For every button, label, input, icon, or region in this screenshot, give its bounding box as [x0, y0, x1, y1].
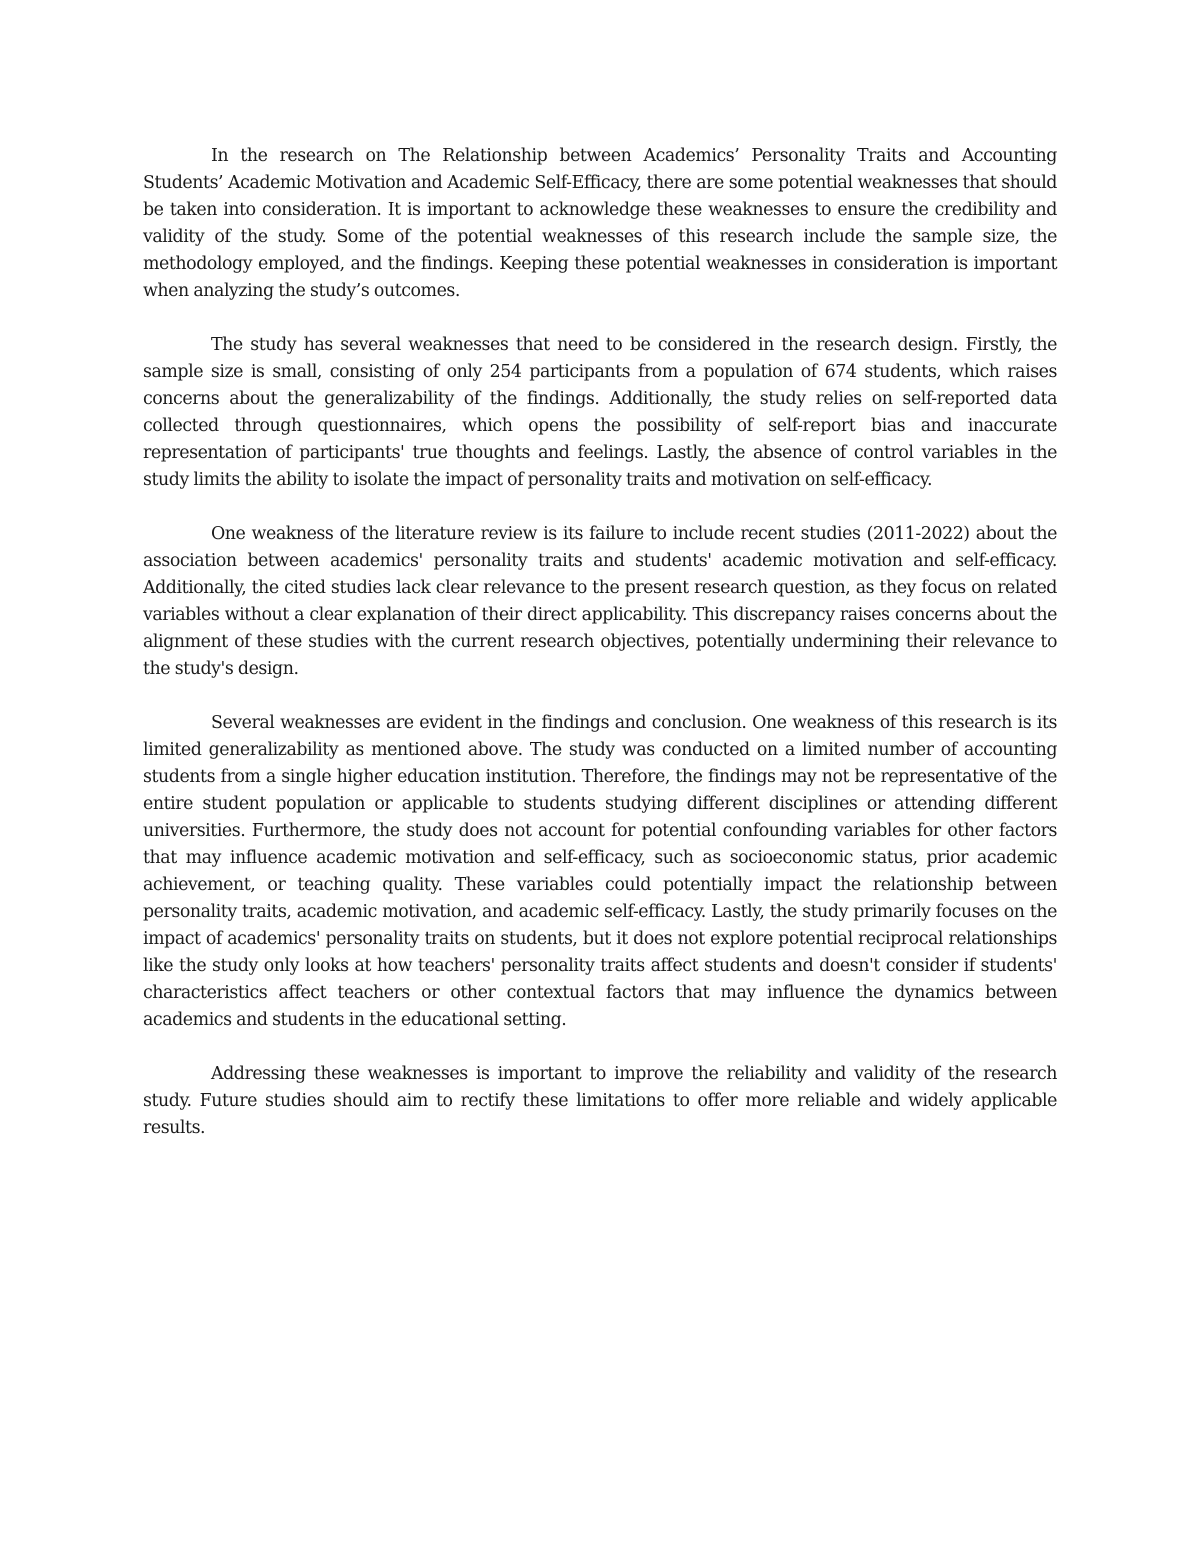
document-body	[143, 143, 1057, 1142]
paragraph-introduction: In the research on The Relationship between Academics’ Personality Traits and Accounting Students’ Academic Motivation and Academic Self-Efficacy, there are some potential weaknesses that should be taken into consideration. It is important to acknowledge these weaknesses to ensure the credibility and validity of the study. Some of the potential weaknesses of this research include the sample size, the methodology employed, and the findings. Keeping these potential weaknesses in consideration is important when analyzing the study’s outcomes.	[143, 146, 1057, 301]
paragraph-literature-review: One weakness of the literature review is its failure to include recent studies (2011-2022) about the association between academics' personality traits and students' academic motivation and self-efficacy. Additionally, the cited studies lack clear relevance to the present research question, as they focus on related variables without a clear explanation of their direct applicability. This discrepancy raises concerns about the alignment of these studies with the current research objectives, potentially undermining their relevance to the study's design.	[143, 524, 1057, 679]
paragraph-findings-conclusion: Several weaknesses are evident in the findings and conclusion. One weakness of this research is its limited generalizability as mentioned above. The study was conducted on a limited number of accounting students from a single higher education institution. Therefore, the findings may not be representative of the entire student population or applicable to students studying different disciplines or attending different universities. Furthermore, the study does not account for potential confounding variables for other factors that may influence academic motivation and self-efficacy, such as socioeconomic status, prior academic achievement, or teaching quality. These variables could potentially impact the relationship between personality traits, academic motivation, and academic self-efficacy. Lastly, the study primarily focuses on the impact of academics' personality traits on students, but it does not explore potential reciprocal relationships like the study only looks at how teachers' personality traits affect students and doesn't consider if students' characteristics affect teachers or other contextual factors that may influence the dynamics between academics and students in the educational setting.	[143, 713, 1057, 1030]
paragraph-research-design: The study has several weaknesses that need to be considered in the research design. Firstly, the sample size is small, consisting of only 254 participants from a population of 674 students, which raises concerns about the generalizability of the findings. Additionally, the study relies on self-reported data collected through questionnaires, which opens the possibility of self-report bias and inaccurate representation of participants' true thoughts and feelings. Lastly, the absence of control variables in the study limits the ability to isolate the impact of personality traits and motivation on self-efficacy.	[143, 335, 1057, 490]
paragraph-closing: Addressing these weaknesses is important to improve the reliability and validity of the research study. Future studies should aim to rectify these limitations to offer more reliable and widely applicable results.	[143, 1064, 1057, 1138]
